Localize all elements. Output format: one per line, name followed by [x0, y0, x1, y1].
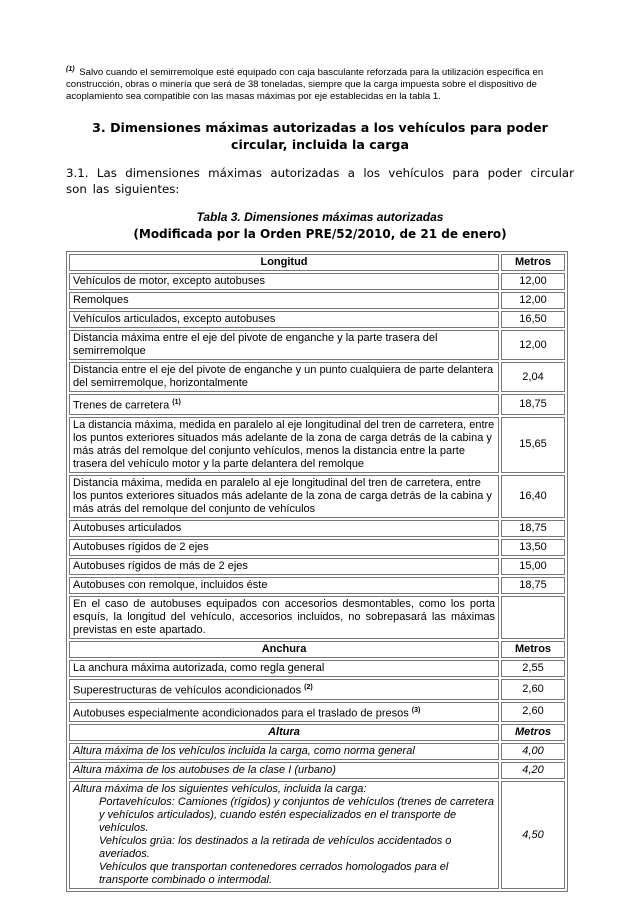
longitud-row	[69, 417, 565, 473]
longitud-label-cell	[69, 330, 499, 360]
longitud-value: 16,50	[501, 311, 565, 328]
altura-list-cell	[69, 781, 499, 889]
longitud-row	[69, 475, 565, 518]
altura-unit: Metros	[501, 724, 565, 741]
dimensions-table	[66, 251, 568, 892]
longitud-row	[69, 558, 565, 575]
anchura-unit: Metros	[501, 641, 565, 658]
longitud-row	[69, 362, 565, 392]
anchura-label-cell	[69, 702, 499, 723]
anchura-label: La anchura máxima autorizada, como regla general	[73, 661, 325, 674]
longitud-row	[69, 330, 565, 360]
section-title: 3. Dimensiones máximas autorizadas a los vehículos para poder circular, incluida la carga	[92, 120, 548, 153]
anchura-header-row	[69, 641, 565, 658]
anchura-value: 2,60	[501, 702, 565, 723]
longitud-value: 12,00	[501, 292, 565, 309]
longitud-label-cell	[69, 520, 499, 537]
altura-label: Altura máxima de los vehículos incluida la carga, como norma general	[73, 745, 415, 758]
footnote	[66, 64, 574, 103]
document-page	[66, 64, 574, 892]
table-caption-subtitle: (Modificada por la Orden PRE/52/2010, de 21 de enero)	[133, 227, 507, 242]
longitud-row	[69, 596, 565, 639]
anchura-row	[69, 679, 565, 700]
altura-list-value: 4,50	[501, 781, 565, 889]
section-paragraph: 3.1. Las dimensiones máximas autorizadas a los vehículos para poder circular son las siguientes:	[66, 166, 574, 197]
footnote-marker: (1)	[66, 66, 75, 73]
longitud-label-cell	[69, 273, 499, 290]
footnote-text: Salvo cuando el semirremolque esté equipado con caja basculante reforzada para la utilización específica en construcción, obras o minería que será de 38 toneladas, siempre que la carga impuesta sobre el dispositivo de acoplamiento sea compatible con las masas máximas por eje establecidas en la tabla 1.	[66, 67, 544, 103]
altura-value: 4,20	[501, 762, 565, 779]
longitud-label-cell	[69, 394, 499, 415]
altura-list-item: Vehículos grúa: los destinados a la retirada de vehículos accidentados o averiados.	[99, 835, 452, 861]
anchura-row	[69, 702, 565, 723]
longitud-value: 2,04	[501, 362, 565, 392]
altura-value: 4,00	[501, 743, 565, 760]
longitud-label: Trenes de carretera	[73, 399, 170, 412]
altura-row	[69, 762, 565, 779]
altura-label-cell	[69, 762, 499, 779]
longitud-label-cell	[69, 558, 499, 575]
longitud-label: Vehículos articulados, excepto autobuses	[73, 313, 276, 326]
anchura-header: Anchura	[69, 641, 499, 658]
longitud-label: La distancia máxima, medida en paralelo al eje longitudinal del tren de carretera, entre los puntos exteriores situados más adelante de la zona de carga detrás de la cabina y más atrás del remolque del conjunto vehículos, menos la distancia entre la parte trasera del vehículo motor y la parte delantera del remolque	[73, 418, 495, 470]
longitud-value: 13,50	[501, 539, 565, 556]
longitud-value: 18,75	[501, 577, 565, 594]
longitud-row	[69, 273, 565, 290]
anchura-note-marker: (2)	[304, 683, 313, 691]
anchura-note-marker: (3)	[411, 706, 421, 714]
longitud-row	[69, 520, 565, 537]
anchura-value: 2,60	[501, 679, 565, 700]
longitud-value: 18,75	[501, 520, 565, 537]
longitud-row	[69, 311, 565, 328]
longitud-label: Autobuses rígidos de más de 2 ejes	[73, 559, 248, 572]
longitud-row	[69, 394, 565, 415]
longitud-label: Autobuses articulados	[73, 521, 182, 534]
longitud-row	[69, 539, 565, 556]
longitud-label-cell	[69, 539, 499, 556]
longitud-label: Distancia máxima, medida en paralelo al eje longitudinal del tren de carretera, entre los puntos exteriores situados más adelante de la zona de carga detrás de la cabina y más atrás del remolque del conjunto de vehículos	[73, 476, 492, 515]
table-caption	[66, 209, 574, 243]
longitud-label: En el caso de autobuses equipados con accesorios desmontables, como los porta esquís, la longitud del vehículo, accesorios incluidos, no sobrepasará las máximas previstas en este apartado.	[73, 597, 495, 636]
longitud-row	[69, 577, 565, 594]
longitud-label: Vehículos de motor, excepto autobuses	[73, 275, 266, 288]
altura-list-intro: Altura máxima de los siguientes vehículos, incluida la carga:	[73, 783, 367, 796]
longitud-label: Autobuses con remolque, incluidos éste	[73, 578, 268, 591]
longitud-note-marker: (1)	[172, 399, 181, 407]
anchura-label: Superestructuras de vehículos acondicionados	[73, 684, 302, 697]
longitud-label-cell	[69, 596, 499, 639]
longitud-label: Distancia máxima entre el eje del pivote de enganche y la parte trasera del semirremolque	[73, 332, 438, 358]
altura-list-item: Vehículos que transportan contenedores cerrados homologados para el transporte combinado o intermodal.	[99, 861, 449, 887]
altura-header-row	[69, 724, 565, 741]
longitud-value: 18,75	[501, 394, 565, 415]
anchura-value: 2,55	[501, 660, 565, 677]
longitud-value: 15,00	[501, 558, 565, 575]
longitud-value: 12,00	[501, 273, 565, 290]
longitud-label: Autobuses rígidos de 2 ejes	[73, 540, 209, 553]
anchura-row	[69, 660, 565, 677]
longitud-value	[501, 596, 565, 639]
longitud-label-cell	[69, 292, 499, 309]
longitud-value: 16,40	[501, 475, 565, 518]
longitud-header: Longitud	[69, 254, 499, 271]
longitud-label-cell	[69, 417, 499, 473]
anchura-label-cell	[69, 679, 499, 700]
longitud-header-row	[69, 254, 565, 271]
anchura-label-cell	[69, 660, 499, 677]
altura-list-row	[69, 781, 565, 889]
longitud-value: 12,00	[501, 330, 565, 360]
anchura-label: Autobuses especialmente acondicionados para el traslado de presos	[73, 707, 409, 720]
longitud-label: Remolques	[73, 294, 129, 307]
altura-list-item: Portavehículos: Camiones (rígidos) y conjuntos de vehículos (trenes de carretera y vehículos articulados), cuando estén especializados en el transporte de vehículos.	[99, 796, 494, 835]
longitud-label: Distancia entre el eje del pivote de enganche y un punto cualquiera de parte delantera del semirremolque, horizontalmente	[73, 364, 494, 390]
longitud-label-cell	[69, 475, 499, 518]
longitud-row	[69, 292, 565, 309]
longitud-label-cell	[69, 577, 499, 594]
table-caption-title: Tabla 3. Dimensiones máximas autorizadas	[196, 210, 444, 225]
longitud-value: 15,65	[501, 417, 565, 473]
longitud-label-cell	[69, 311, 499, 328]
altura-header: Altura	[69, 724, 499, 741]
altura-label-cell	[69, 743, 499, 760]
altura-label: Altura máxima de los autobuses de la clase I (urbano)	[73, 764, 336, 777]
altura-row	[69, 743, 565, 760]
longitud-label-cell	[69, 362, 499, 392]
longitud-unit: Metros	[501, 254, 565, 271]
